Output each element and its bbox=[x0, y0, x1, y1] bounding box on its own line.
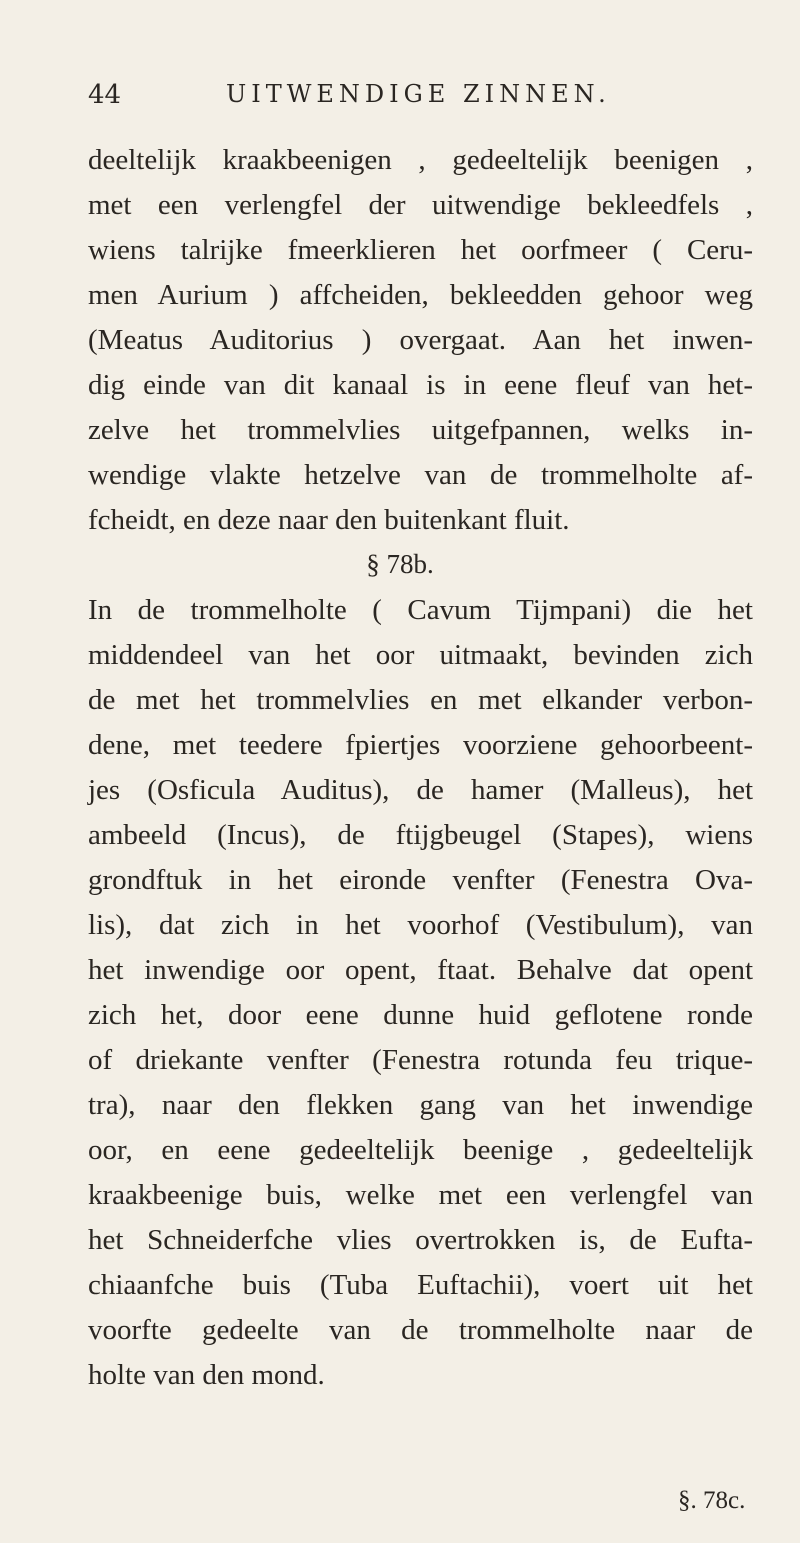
text-line: deeltelijk kraakbeenigen , gedeeltelijk beenigen , bbox=[88, 144, 753, 176]
text-line: (Meatus Auditorius ) overgaat. Aan het inwen- bbox=[88, 324, 753, 356]
text-line: ambeeld (Incus), de ftijgbeugel (Stapes), wiens bbox=[88, 819, 753, 851]
text-line: lis), dat zich in het voorhof (Vestibulum), van bbox=[88, 909, 753, 941]
text-line: middendeel van het oor uitmaakt, bevinden zich bbox=[88, 639, 753, 671]
text-line: tra), naar den flekken gang van het inwendige bbox=[88, 1089, 753, 1121]
page-number: 44 bbox=[88, 80, 122, 110]
text-line: jes (Osficula Auditus), de hamer (Malleus), het bbox=[88, 774, 753, 806]
text-line: holte van den mond. bbox=[88, 1359, 325, 1391]
text-line: dig einde van dit kanaal is in eene fleuf van het- bbox=[88, 369, 753, 401]
page-header bbox=[88, 80, 738, 120]
text-line: voorfte gedeelte van de trommelholte naar de bbox=[88, 1314, 753, 1346]
text-line: of driekante venfter (Fenestra rotunda feu trique- bbox=[88, 1044, 753, 1076]
text-line: met een verlengfel der uitwendige bekleedfels , bbox=[88, 189, 753, 221]
catchword: §. 78c. bbox=[678, 1487, 746, 1514]
text-line: men Aurium ) affcheiden, bekleedden gehoor weg bbox=[88, 279, 753, 311]
section-heading: § 78b. bbox=[366, 549, 434, 579]
running-head: UITWENDIGE ZINNEN. bbox=[226, 80, 611, 108]
text-line: fcheidt, en deze naar den buitenkant fluit. bbox=[88, 504, 570, 536]
text-line: kraakbeenige buis, welke met een verlengfel van bbox=[88, 1179, 753, 1211]
text-line: wiens talrijke fmeerklieren het oorfmeer ( Ceru- bbox=[88, 234, 753, 266]
text-line: zelve het trommelvlies uitgefpannen, welks in- bbox=[88, 414, 753, 446]
text-line: zich het, door eene dunne huid geflotene ronde bbox=[88, 999, 753, 1031]
text-line: wendige vlakte hetzelve van de trommelholte af- bbox=[88, 459, 753, 491]
text-line: chiaanfche buis (Tuba Euftachii), voert uit het bbox=[88, 1269, 753, 1301]
text-line: dene, met teedere fpiertjes voorziene gehoorbeent- bbox=[88, 729, 753, 761]
text-line: In de trommelholte ( Cavum Tijmpani) die het bbox=[88, 594, 753, 626]
text-line: het inwendige oor opent, ftaat. Behalve dat opent bbox=[88, 954, 753, 986]
text-line: het Schneiderfche vlies overtrokken is, de Eufta- bbox=[88, 1224, 753, 1256]
text-line: oor, en eene gedeeltelijk beenige , gedeeltelijk bbox=[88, 1134, 753, 1166]
text-line: de met het trommelvlies en met elkander verbon- bbox=[88, 684, 753, 716]
text-line: grondftuk in het eironde venfter (Fenestra Ova- bbox=[88, 864, 753, 896]
